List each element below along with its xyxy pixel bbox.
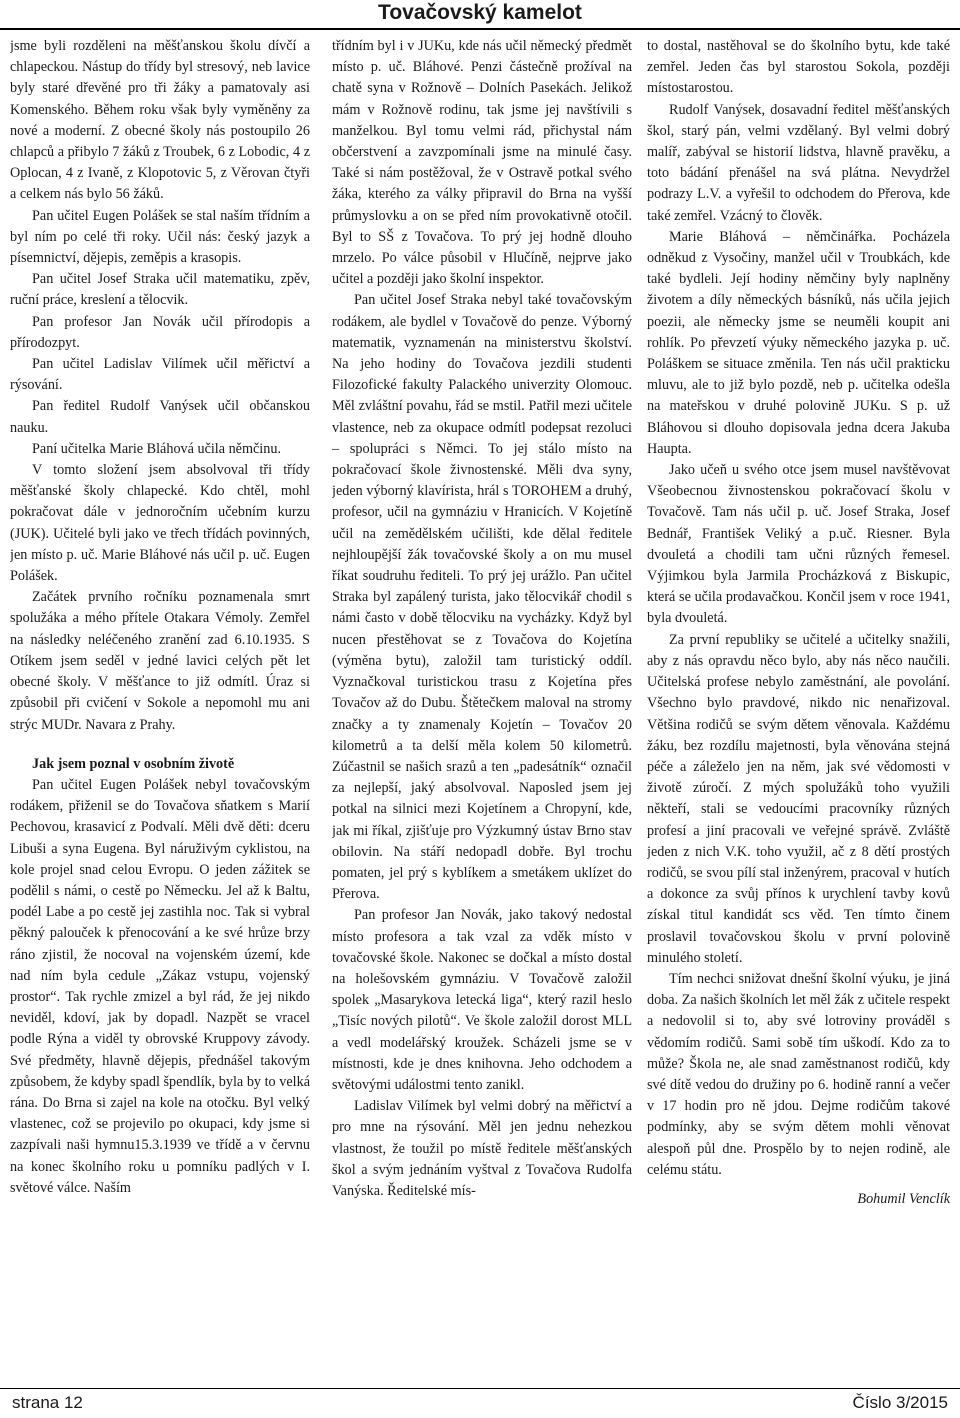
page-number: strana 12 [12,1393,83,1412]
paragraph: Marie Bláhová – němčinářka. Pocházela odněkud z Vysočiny, manžel učil v Troubkách, kde také bydleli. Její hodiny němčiny byly naplněny životem a díly německých básníků, nás učila jejich poezii, ale německy jsme se neuměli koupit ani rohlík. Po převzetí výuky německého jazyka p. uč. Poláškem se situace změnila. Ten nás učil prakticku mluvu, ale to již bylo pozdě, neb p. učitelka odešla na mateřskou v druhé polovině JUKu. S p. už Bláhovou si dlouho dopisovala jedna dcera Jakuba Haupta. [647,228,950,457]
paragraph: Začátek prvního ročníku poznamenala smrt spolužáka a mého přítele Otakara Vémoly. Zemřel na následky neléčeného zranění zad 6.10.1935. S Otíkem jsem seděl v jedné lavici celých pět let obecné školy. V měšťance to již odmítl. Úraz si způsobil při cvičení v Sokole a nepomohl mu ani strýc MUDr. Navara z Prahy. [10,589,310,733]
paragraph: Pan učitel Ladislav Vilímek učil měřictví a rýsování. [10,356,310,394]
paragraph: Pan profesor Jan Novák učil přírodopis a přírodozpyt. [10,313,310,351]
paragraph: Pan učitel Josef Straka nebyl také tovačovským rodákem, ale bydlel v Tovačově do penze. Výborný matematik, vyznamenán na ministerstvu školství. Na jeho hodiny do Tovačova jezdili studenti Filozofické fakulty Palackého univerzity Olomouc. Měl zvláštní povahu, řád se mstil. Patřil mezi učitele vlastence, neb za okupace odmítl podepsat rezoluci – spolupráci s Němci. To jej stálo místo na pokračovací škole živnostenské. Měli dva syny, jeden výborný klavírista, hrál s TOROHEM a druhý, profesor, učil na gymnáziu v Hranicích. V Kojetíně učil na zemědělském učilišti, kde dělal ředitele nejhloupější žák tovačovské školy a on mu musel říkat soudruhu řediteli. To prý jej urážlo. Pan učitel Straka byl zapálený turista, jako tělocvikář chodil s námi často v době tělocviku na vycházky. Když byl nucen přestěhovat se z Tovačova do Kojetína (výměna bytu), založil tam turistický oddíl. Vyznačkoval turistickou trasu z Kojetína přes Tovačov až do Dubu. Štětečkem maloval na stromy značky a ty znamenaly Kojetín – Tovačov 20 kilometrů a ta delší měla kolem 50 kilometrů. Zúčastnil se našich srazů a ten „padesátník“ označil za nejlepší, jaký absolvoval. Naposled jsem jej potkal na silnici mezi Kojetínem a Chropyní, kde, jak mi říkal, zjišťuje pro Výzkumný ústav Brno stav obilovin. Na stáří nedopadl dobře. Byl trochu pomaten, jel prý s kyblíkem a smetákem uklízet do Přerova. [332,292,632,903]
paragraph: Pan profesor Jan Novák, jako takový nedostal místo profesora a tak vzal za vděk místo v tovačovské škole. Nakonec se dočkal a místo dostal na holešovském gymnáziu. V Tovačově založil spolek „Masarykova letecká liga“, který razil heslo „Tisíc nových pilotů“. Ve škole založil dorost MLL a vedl modelářský kroužek. Scházeli jsme se v místnosti, kde je dnes knihovna. Jeho odchodem a světovými událostmi tento zanikl. [332,907,632,1093]
paragraph: jsme byli rozděleni na měšťanskou školu dívčí a chlapeckou. Nástup do třídy byl stresový, neb lavice byly staré dřevěné pro tři žáky a pamatovaly asi Komenského. Během roku však byly vyměněny za nové a moderní. Z obecné školy nás postoupilo 26 chlapců a přibylo 7 žáků z Troubek, 6 z Lobodic, 4 z Oplocan, 4 z Ivaně, z Klopotovic 5, z Věrovan čtyři a celkem nás bylo 56 žáků. [10,38,310,203]
paragraph: Paní učitelka Marie Bláhová učila němčinu. [32,440,281,457]
paragraph: V tomto složení jsem absolvoval tři třídy měšťanské školy chlapecké. Kdo chtěl, mohl pokračovat dále v jednoročním učebním kurzu (JUK). Učitelé byli jako ve třech třídách povinných, jen místo p. uč. Marie Bláhové nás učil p. uč. Eugen Polášek. [10,462,310,585]
page-header-title: Tovačovský kamelot [378,1,582,24]
paragraph: Jako učeň u svého otce jsem musel navštěvovat Všeobecnou živnostenskou pokračovací školu v Tovačově. Tam nás učil p. uč. Josef Straka, Josef Bednář, František Veliký a p.uč. Riesner. Byla dvouletá a chodili tam učni různých řemesel. Výjimkou byla Jarmila Procházková z Biskupic, která se učila prodavačkou. Končil jsem v roce 1941, byla dvouletá. [647,462,950,627]
header-divider [0,28,960,30]
paragraph: to dostal, nastěhoval se do školního bytu, kde také zemřel. Jeden čas byl starostou Sokola, později místostarostou. [647,38,950,97]
paragraph: Pan učitel Eugen Polášek se stal naším třídním a byl ním po celé tři roky. Učil nás: český jazyk a písemnictví, dějepis, zeměpis a krasopis. [10,207,310,267]
column-1 [10,36,310,1366]
issue-number: Číslo 3/2015 [852,1393,948,1412]
paragraph: Za první republiky se učitelé a učitelky snažili, aby z nás opravdu něco bylo, aby nás něco naučili. Učitelská profese nebylo zaměstnání, ale povolání. Všechno bylo pravdové, nikdo nic nenařizoval. Většina rodičů se svým dětem věnovala. Každému žáku, bez rozdílu majetnosti, byla věnována stejná péče a záleželo jen na něm, jak své vědomosti v životě zúročí. Z mých spolužáků toho využili někteří, stali se vedoucími pracovníky různých profesí a jiní pracovali ve veřejné správě. Zvláště jeden z nich V.K. toho využil, ač z 8 dětí prostých rodičů, se svou pílí stal inženýrem, pracoval v hutích a dokonce za svůj přínos k urychlení tavby kovů získal titul kandidát scs věd. Ten tímto činem proslavil tovačovskou školu v první polovině minulého století. [647,631,950,966]
paragraph: třídním byl i v JUKu, kde nás učil německý předmět místo p. uč. Bláhové. Penzi částečně prožíval na chatě syna v Rožnově – Dolních Pasekách. Jelikož mám v Rožnově rodinu, tak jsme jej navštívili s manželkou. Byl tomu velmi rád, přichystal nám občerstvení a zavzpomínali jsme na minulé časy. Také si nám postěžoval, že v Ostravě potkal svého žáka, kterého za války připravil do Brna na vyšší průmyslovku a on se před ním provokativně otočil. Byl to SŠ z Tovačova. To prý jej hodně dlouho mrzelo. Po válce působil v Hlučíně, nejprve jako učitel a později jako školní inspektor. [332,38,632,288]
column-3 [647,36,950,1366]
paragraph: Ladislav Vilímek byl velmi dobrý na měřictví a pro mne na rýsování. Měl jen jednu nehezkou vlastnost, že toužil po místě ředitele měšťanských škol a svým jednáním vyštval z Tovačova Rudolfa Vanýska. Ředitelské mís- [332,1098,632,1199]
paragraph: Tím nechci snižovat dnešní školní výuku, je jiná doba. Za našich školních let měl žák z učitele respekt a nedovolil si to, aby své lotroviny prováděl s vědomím rodičů. Sami sobě tím uškodí. Kdo za to může? Škola ne, ale snad zaměstnanost rodičů, kdy své dítě vedou do družiny po 6. hodině ranní a večer v 17 hodin pro ně jdou. Dejme rodičům takové podmínky, aby se svým dětem mohli věnovat alespoň půl dne. Prospělo by to nejen rodině, ale celému státu. [647,970,950,1178]
column-2 [332,36,632,1366]
section-heading: Jak jsem poznal v osobním životě [32,755,235,772]
paragraph: Pan učitel Eugen Polášek nebyl tovačovským rodákem, přiženil se do Tovačova sňatkem s Marií Pechovou, krasavicí z Podvalí. Měli dvě děti: dceru Libuši a syna Eugena. Byl náruživým cyklistou, na kole projel snad celou Evropu. O jeden zážitek se podělil s námi, o cestě po Německu. Jel až k Baltu, podél Labe a po cestě jej zastihla noc. Tak si vybral pěkný palouček k přenocování a ke své hrůze brzy ráno zjistil, že nocoval na vojenském území, kde nad ním byla cedule „Zákaz vstupu, vojenský prostor“. Tak rychle zmizel a byl rád, že jej nikdo neviděl, kdoví, jak by dopadl. Nazpět se vracel podle Rýna a viděl ty obrovské Kruppovy závody. Své předměty, hlavně dějepis, přednášel takovým způsobem, že kdyby spadl špendlík, byla by to velká rána. Do Brna si zajel na kole na otočku. Byl velký vlastenec, což se projevilo po okupaci, kdy jsme si zazpívali naši hymnu15.3.1939 ve třídě a v červnu na konec školního roku u pomníku padlých v I. světové válce. Naším [10,776,310,1196]
paragraph: Pan učitel Josef Straka učil matematiku, zpěv, ruční práce, kreslení a tělocvik. [10,271,310,309]
paragraph: Rudolf Vanýsek, dosavadní ředitel měšťanských škol, starý pán, velmi vzdělaný. Byl velmi dobrý malíř, zabýval se historií lidstva, hlavně pravěku, a toto bádání přenášel na svá plátna. Nevydržel podrazy L.V. a vyřešil to odchodem do Přerova, kde také zemřel. Vzácný to člověk. [647,101,950,224]
author-signature: Bohumil Venclík [857,1190,950,1207]
page-footer [12,1392,948,1416]
article-columns [10,36,950,1366]
footer-divider [0,1388,960,1389]
paragraph: Pan ředitel Rudolf Vanýsek učil občanskou nauku. [10,398,310,436]
